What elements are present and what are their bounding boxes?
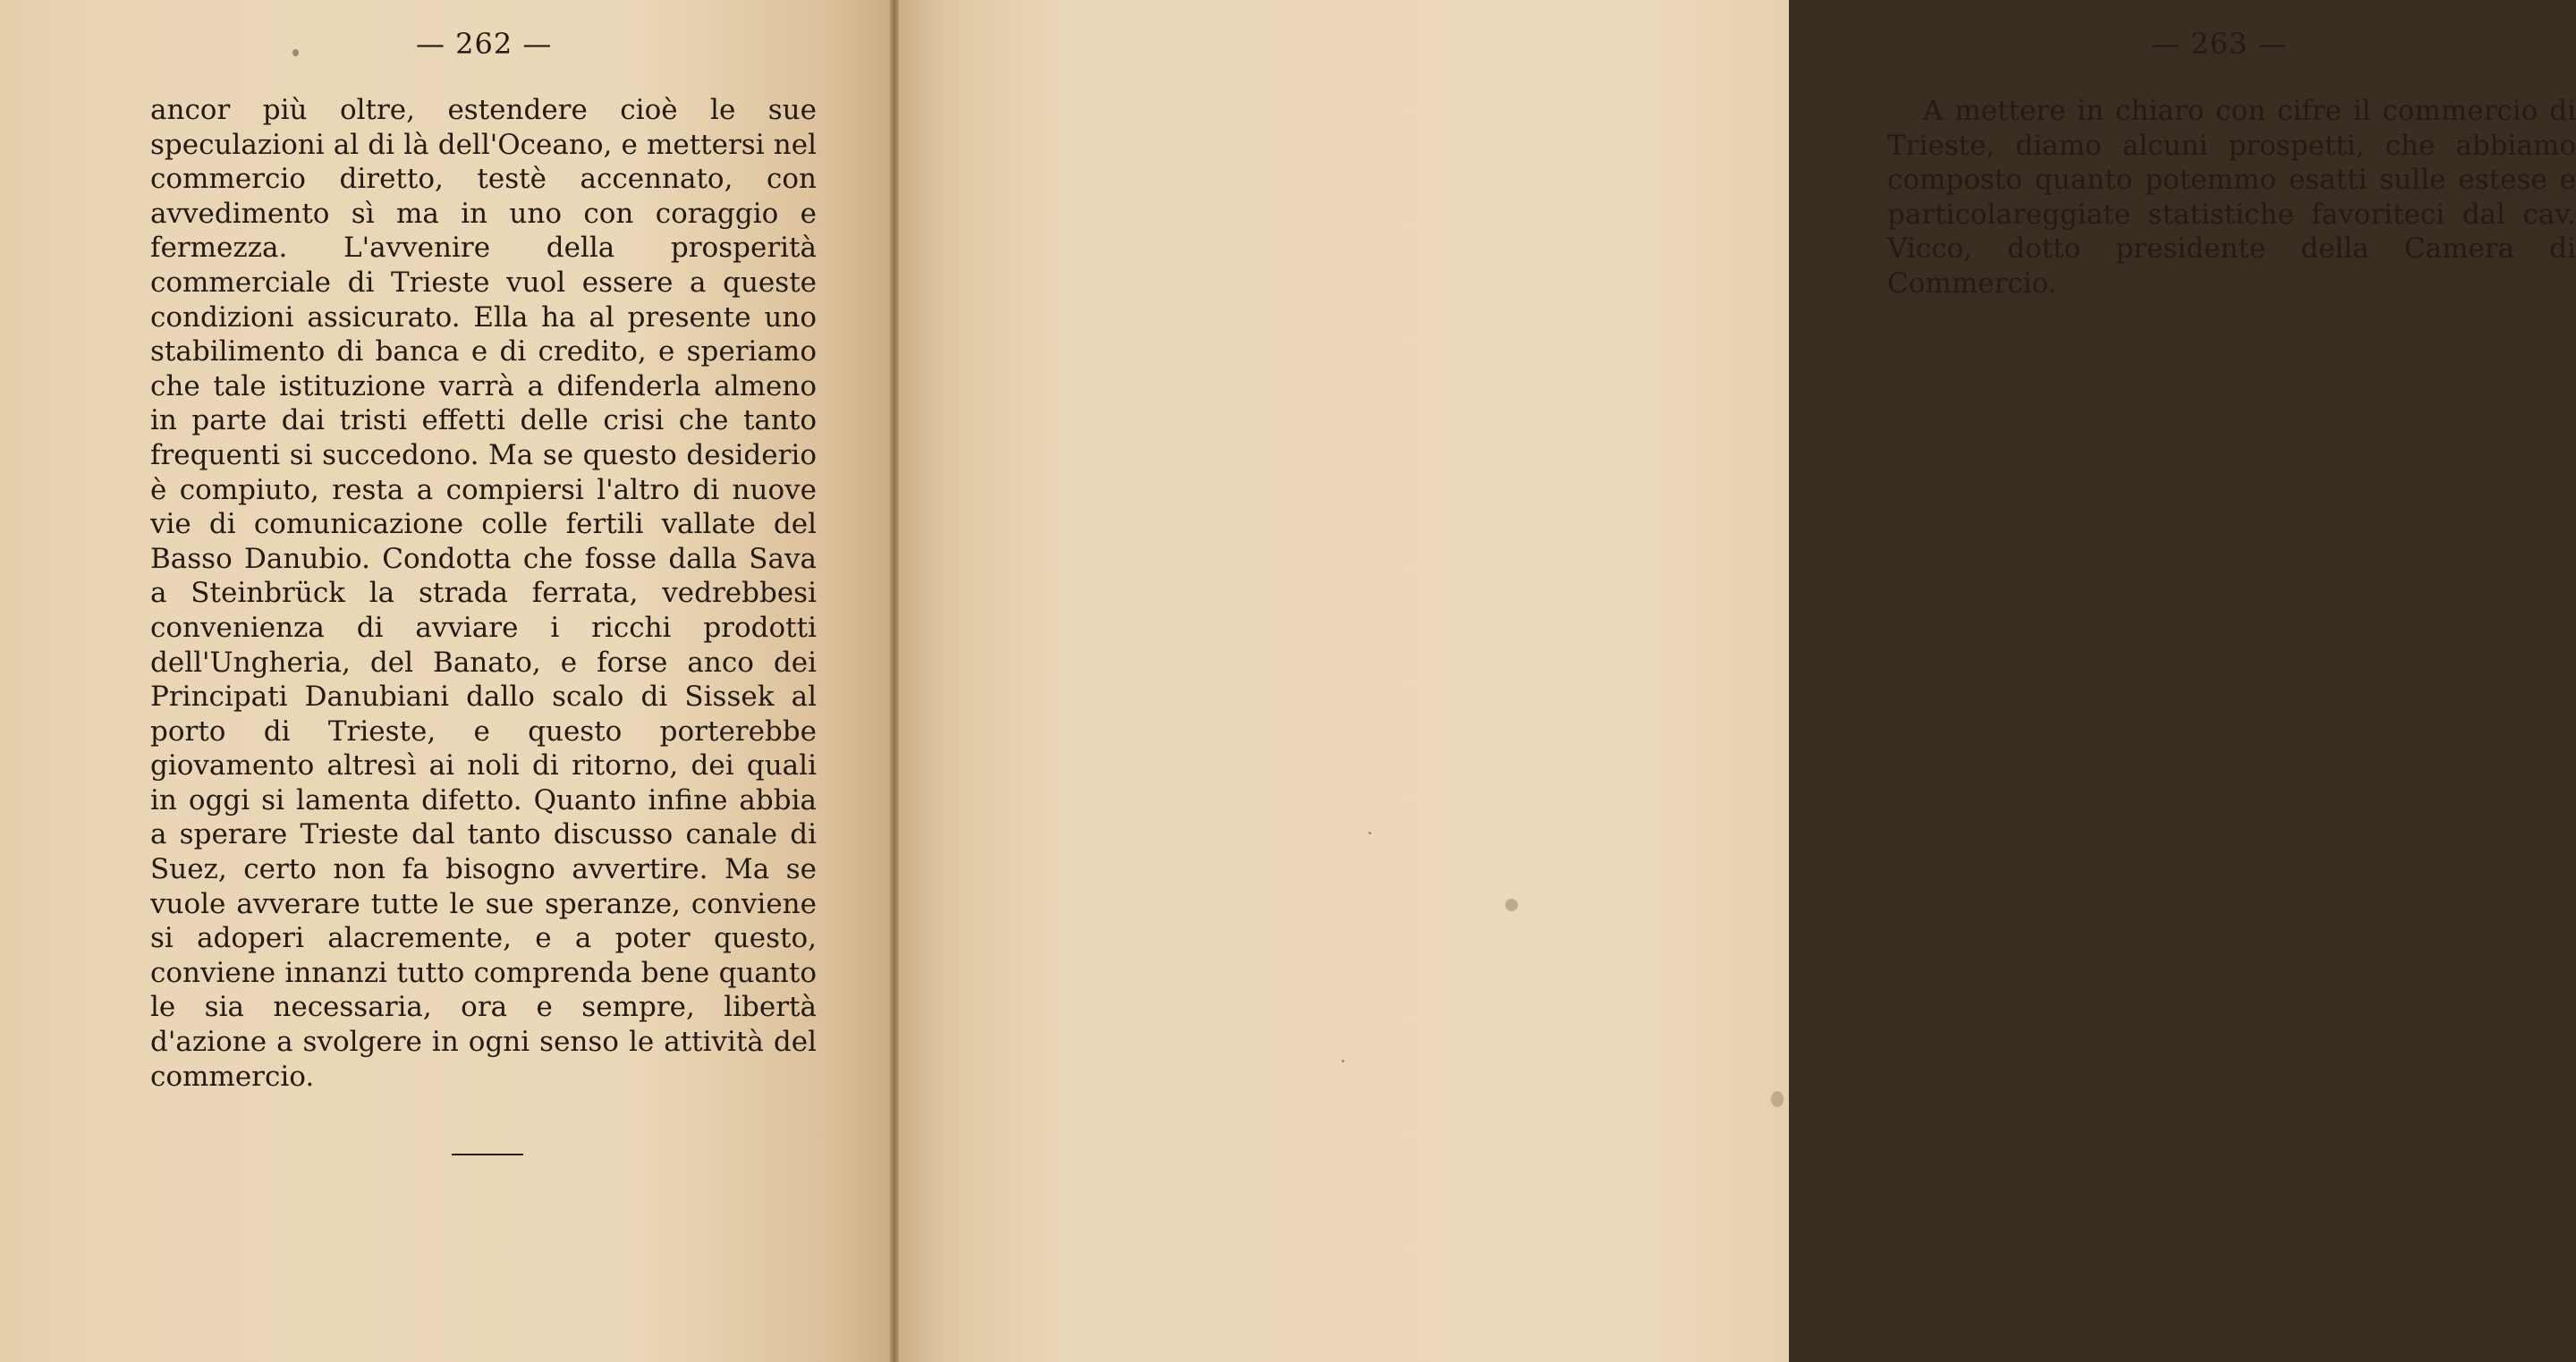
end-rule (452, 1154, 523, 1155)
body-paragraph: ancor più oltre, estendere cioè le sue speculazioni al di là dell'Oceano, e mettersi nel commercio diretto, testè accennato, con avvedimento sì ma in uno con coraggio e fermezza. L'avvenire della prosperità commerciale di Trieste vuol essere a queste condizioni assicurato. Ella ha al presente uno stabilimento di banca e di credito, e speriamo che tale istituzione varrà a difenderla almeno in parte dai tristi effetti delle crisi che tanto frequenti si succedono. Ma se questo desiderio è compiuto, resta a compiersi l'altro di nuove vie di comunicazione colle fertili vallate del Basso Danubio. Condotta che fosse dalla Sava a Steinbrück la strada ferrata, vedrebbesi convenienza di avviare i ricchi prodotti dell'Ungheria, del Banato, e forse anco dei Principati Danubiani dallo scalo di Sissek al porto di Trieste, e questo porterebbe giovamento altresì ai noli di ritorno, dei quali in oggi si lamenta difetto. Quanto infine abbia a sperare Trieste dal tanto discusso canale di Suez, certo non fa bisogno avvertire. Ma se vuole avverare tutte le sue speranze, conviene si adoperi alacremente, e a poter questo, conviene innanzi tutto comprenda bene quanto le sia necessaria, ora e sempre, libertà d'azione a svolgere in ogni senso le attività del commercio. (150, 94, 817, 1093)
ink-speck (1368, 832, 1371, 834)
ink-speck (1342, 1060, 1344, 1062)
page-number: — 263 — (2151, 27, 2288, 61)
right-page (894, 0, 2576, 1362)
body-paragraph: A mettere in chiaro con cifre il commercio di Trieste, diamo alcuni prospetti, che abbiamo composto quanto potemmo esatti sulle estese e particolareggiate statistiche favoriteci dal cav. Vicco, dotto presidente della Camera di Commercio. (1887, 95, 2576, 300)
ink-speck (292, 49, 299, 56)
book-gutter (890, 0, 899, 1362)
left-page (0, 0, 894, 1362)
page-number: — 262 — (416, 27, 553, 61)
ink-speck (1771, 1091, 1784, 1107)
ink-speck (1505, 899, 1518, 911)
